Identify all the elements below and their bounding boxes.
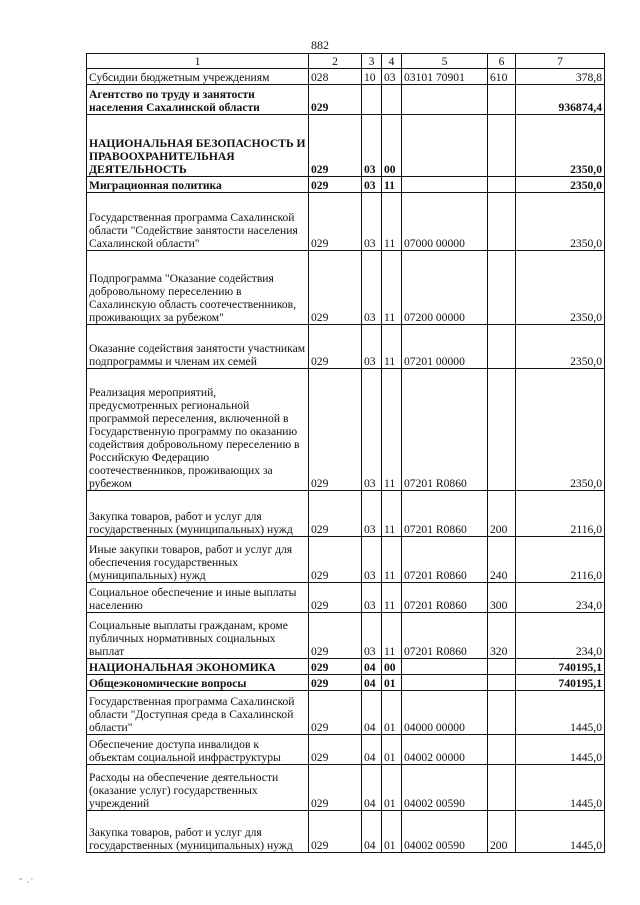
subsection-code: 01: [382, 735, 402, 765]
table-row: [87, 765, 605, 811]
amount: 740195,1: [516, 675, 605, 691]
expense-type-code: 200: [488, 491, 516, 537]
table-row: [87, 537, 605, 583]
target-article-code: [402, 85, 488, 115]
subsection-code: 03: [382, 69, 402, 85]
expense-type-code: [488, 325, 516, 369]
subsection-code: 11: [382, 369, 402, 491]
ministry-code: 029: [309, 765, 362, 811]
row-name: Субсидии бюджетным учреждениям: [87, 69, 309, 85]
row-name: Государственная программа Сахалинской области "Доступная среда в Сахалинской области": [87, 691, 309, 735]
ministry-code: 029: [309, 325, 362, 369]
budget-table: [86, 53, 605, 853]
expense-type-code: [488, 659, 516, 675]
target-article-code: [402, 115, 488, 177]
target-article-code: 07201 R0860: [402, 583, 488, 613]
target-article-code: 04000 00000: [402, 691, 488, 735]
amount: 1445,0: [516, 691, 605, 735]
section-code: 04: [362, 675, 382, 691]
ministry-code: 029: [309, 811, 362, 853]
column-header: 7: [516, 54, 605, 69]
table-row: [87, 369, 605, 491]
subsection-code: 01: [382, 675, 402, 691]
ministry-code: 029: [309, 491, 362, 537]
subsection-code: 11: [382, 325, 402, 369]
column-header: 2: [309, 54, 362, 69]
ministry-code: 029: [309, 369, 362, 491]
expense-type-code: [488, 675, 516, 691]
row-name: Расходы на обеспечение деятельности (оказание услуг) государственных учреждений: [87, 765, 309, 811]
subsection-code: 01: [382, 811, 402, 853]
ministry-code: 029: [309, 115, 362, 177]
section-code: 04: [362, 811, 382, 853]
expense-type-code: [488, 369, 516, 491]
section-code: 03: [362, 115, 382, 177]
section-code: 03: [362, 325, 382, 369]
expense-type-code: 320: [488, 613, 516, 659]
ministry-code: 029: [309, 691, 362, 735]
row-name: Социальное обеспечение и иные выплаты населению: [87, 583, 309, 613]
table-row: [87, 69, 605, 85]
amount: 2350,0: [516, 251, 605, 325]
page-number: 882: [311, 38, 329, 52]
row-name: НАЦИОНАЛЬНАЯ ЭКОНОМИКА: [87, 659, 309, 675]
subsection-code: 00: [382, 659, 402, 675]
target-article-code: [402, 177, 488, 193]
amount: 234,0: [516, 613, 605, 659]
subsection-code: 11: [382, 583, 402, 613]
subsection-code: 11: [382, 537, 402, 583]
table-row: [87, 735, 605, 765]
ministry-code: 029: [309, 85, 362, 115]
row-name: Миграционная политика: [87, 177, 309, 193]
target-article-code: 07201 R0860: [402, 537, 488, 583]
amount: 1445,0: [516, 811, 605, 853]
subsection-code: [382, 85, 402, 115]
section-code: 03: [362, 369, 382, 491]
column-header: 1: [87, 54, 309, 69]
amount: 1445,0: [516, 765, 605, 811]
expense-type-code: [488, 765, 516, 811]
row-name: Подпрограмма "Оказание содействия добровольному переселению в Сахалинскую область соотечественников, проживающих за рубежом": [87, 251, 309, 325]
target-article-code: 04002 00590: [402, 811, 488, 853]
section-code: 03: [362, 491, 382, 537]
expense-type-code: [488, 251, 516, 325]
amount: 2350,0: [516, 115, 605, 177]
expense-type-code: [488, 691, 516, 735]
section-code: [362, 85, 382, 115]
amount: 2116,0: [516, 537, 605, 583]
table-row: [87, 251, 605, 325]
amount: 2350,0: [516, 325, 605, 369]
subsection-code: 11: [382, 251, 402, 325]
column-header: 3: [362, 54, 382, 69]
subsection-code: 11: [382, 193, 402, 251]
ministry-code: 029: [309, 537, 362, 583]
target-article-code: 07201 R0860: [402, 613, 488, 659]
ministry-code: 029: [309, 193, 362, 251]
ministry-code: 029: [309, 251, 362, 325]
section-code: 04: [362, 765, 382, 811]
subsection-code: 11: [382, 613, 402, 659]
table-row: [87, 691, 605, 735]
target-article-code: 04002 00000: [402, 735, 488, 765]
amount: 378,8: [516, 69, 605, 85]
target-article-code: [402, 659, 488, 675]
section-code: 03: [362, 193, 382, 251]
expense-type-code: 200: [488, 811, 516, 853]
row-name: Закупка товаров, работ и услуг для государственных (муниципальных) нужд: [87, 811, 309, 853]
section-code: 03: [362, 177, 382, 193]
section-code: 03: [362, 537, 382, 583]
amount: 740195,1: [516, 659, 605, 675]
target-article-code: 03101 70901: [402, 69, 488, 85]
row-name: Общеэкономические вопросы: [87, 675, 309, 691]
row-name: Закупка товаров, работ и услуг для государственных (муниципальных) нужд: [87, 491, 309, 537]
table-row: [87, 613, 605, 659]
table-row: [87, 675, 605, 691]
section-code: 03: [362, 583, 382, 613]
section-code: 04: [362, 691, 382, 735]
expense-type-code: [488, 735, 516, 765]
target-article-code: 07201 R0860: [402, 491, 488, 537]
amount: 2350,0: [516, 193, 605, 251]
amount: 1445,0: [516, 735, 605, 765]
table-row: [87, 177, 605, 193]
subsection-code: 00: [382, 115, 402, 177]
target-article-code: 07000 00000: [402, 193, 488, 251]
row-name: Социальные выплаты гражданам, кроме публичных нормативных социальных выплат: [87, 613, 309, 659]
table-row: [87, 85, 605, 115]
column-header: 4: [382, 54, 402, 69]
row-name: НАЦИОНАЛЬНАЯ БЕЗОПАСНОСТЬ И ПРАВООХРАНИТЕЛЬНАЯ ДЕЯТЕЛЬНОСТЬ: [87, 115, 309, 177]
subsection-code: 11: [382, 177, 402, 193]
section-code: 03: [362, 613, 382, 659]
ministry-code: 029: [309, 613, 362, 659]
target-article-code: 07201 R0860: [402, 369, 488, 491]
target-article-code: [402, 675, 488, 691]
subsection-code: 01: [382, 691, 402, 735]
table-row: [87, 491, 605, 537]
ministry-code: 029: [309, 583, 362, 613]
column-header: 6: [488, 54, 516, 69]
target-article-code: 04002 00590: [402, 765, 488, 811]
target-article-code: 07200 00000: [402, 251, 488, 325]
expense-type-code: [488, 115, 516, 177]
expense-type-code: 610: [488, 69, 516, 85]
target-article-code: 07201 00000: [402, 325, 488, 369]
expense-type-code: [488, 177, 516, 193]
expense-type-code: 240: [488, 537, 516, 583]
amount: 2116,0: [516, 491, 605, 537]
amount: 234,0: [516, 583, 605, 613]
row-name: Реализация мероприятий, предусмотренных региональной программой переселения, включенной в Государственную программу по оказанию содействия добровольному переселению в Российскую Федерацию соотечественников, проживающих за рубежом: [87, 369, 309, 491]
table-row: [87, 115, 605, 177]
amount: 936874,4: [516, 85, 605, 115]
table-row: [87, 811, 605, 853]
subsection-code: 11: [382, 491, 402, 537]
table-row: [87, 325, 605, 369]
row-name: Государственная программа Сахалинской области "Содействие занятости населения Сахалинской области": [87, 193, 309, 251]
subsection-code: 01: [382, 765, 402, 811]
section-code: 04: [362, 659, 382, 675]
row-name: Обеспечение доступа инвалидов к объектам социальной инфраструктуры: [87, 735, 309, 765]
section-code: 03: [362, 251, 382, 325]
amount: 2350,0: [516, 369, 605, 491]
ministry-code: 029: [309, 659, 362, 675]
column-header: 5: [402, 54, 488, 69]
table-row: [87, 659, 605, 675]
ministry-code: 029: [309, 735, 362, 765]
section-code: 04: [362, 735, 382, 765]
row-name: Оказание содействия занятости участникам подпрограммы и членам их семей: [87, 325, 309, 369]
ministry-code: 029: [309, 675, 362, 691]
ministry-code: 029: [309, 177, 362, 193]
row-name: Иные закупки товаров, работ и услуг для обеспечения государственных (муниципальных) нужд: [87, 537, 309, 583]
expense-type-code: [488, 85, 516, 115]
table-row: [87, 583, 605, 613]
table-row: [87, 193, 605, 251]
section-code: 10: [362, 69, 382, 85]
expense-type-code: 300: [488, 583, 516, 613]
expense-type-code: [488, 193, 516, 251]
row-name: Агентство по труду и занятости населения Сахалинской области: [87, 85, 309, 115]
scan-artifact: ˘ ·˙: [18, 878, 35, 889]
amount: 2350,0: [516, 177, 605, 193]
ministry-code: 028: [309, 69, 362, 85]
column-number-row: [87, 54, 605, 69]
